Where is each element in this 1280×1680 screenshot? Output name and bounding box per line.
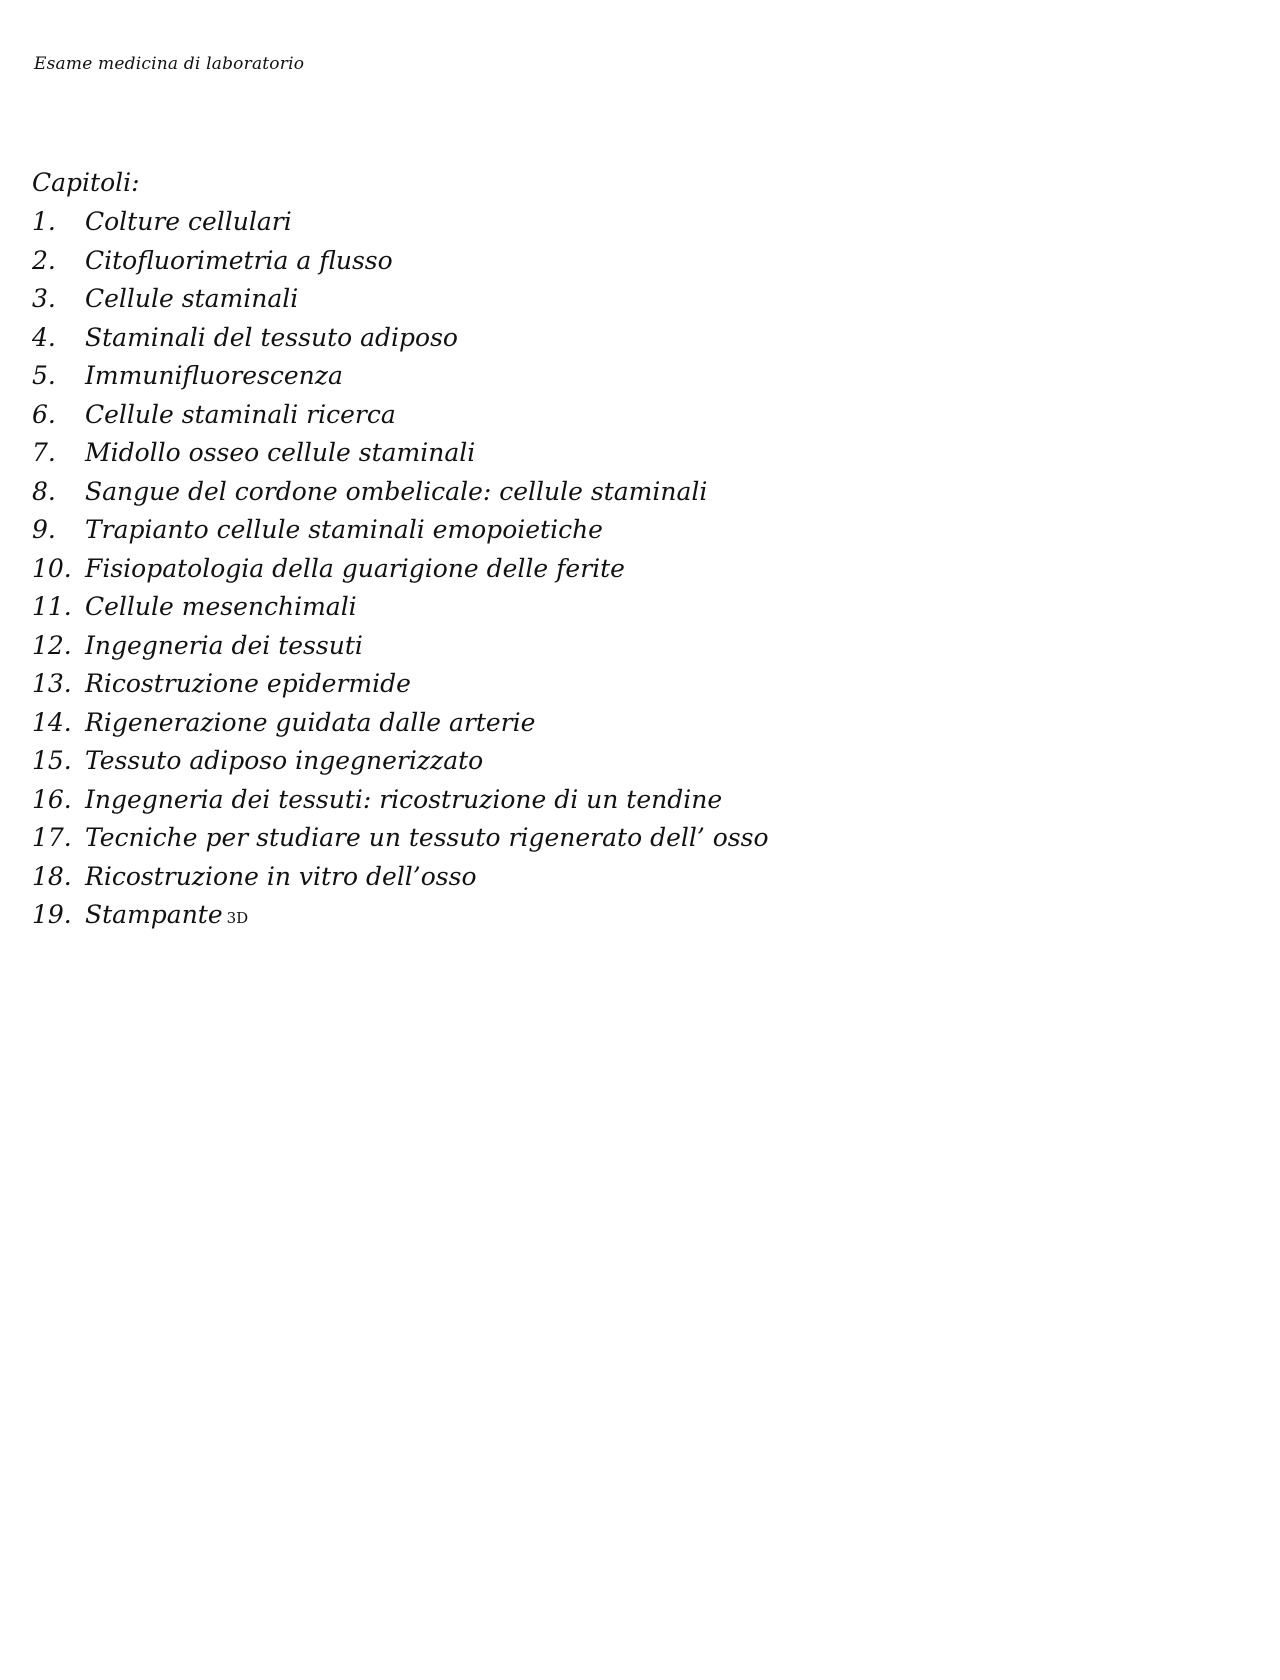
list-item (32, 203, 932, 242)
item-label: Staminali del tessuto adiposo (85, 322, 458, 352)
item-label: Ingegneria dei tessuti (85, 630, 363, 660)
item-label: Cellule staminali (85, 284, 299, 313)
item-label: Immunifluorescenza (85, 361, 343, 390)
list-item (32, 704, 932, 743)
item-label: Rigenerazione guidata dalle arterie (85, 707, 536, 737)
list-item (32, 742, 932, 781)
item-label: Tessuto adiposo ingegnerizzato (85, 746, 484, 775)
list-item (32, 550, 932, 589)
list-item (32, 396, 932, 435)
item-number: 7. (32, 438, 56, 467)
item-number: 12. (32, 630, 72, 660)
list-item (32, 627, 932, 666)
item-label: Tecniche per studiare un tessuto rigenerato dell’ osso (85, 823, 769, 852)
item-label: Cellule mesenchimali (85, 592, 357, 621)
item-label: Citofluorimetria a flusso (85, 245, 393, 275)
item-number: 19. (32, 900, 72, 929)
item-number: 15. (32, 746, 72, 775)
list-item (32, 511, 932, 550)
item-number: 8. (32, 476, 56, 506)
item-number: 4. (32, 322, 56, 352)
item-label: Ricostruzione epidermide (85, 669, 411, 698)
item-suffix: 3D (226, 909, 249, 927)
chapters-title: Capitoli: (32, 168, 140, 197)
item-label: Ingegneria dei tessuti: ricostruzione di un tendine (85, 784, 723, 814)
list-item (32, 319, 932, 358)
list-item (32, 819, 932, 858)
item-number: 16. (32, 784, 72, 814)
item-number: 2. (32, 245, 56, 275)
list-item (32, 781, 932, 820)
list-item (32, 588, 932, 627)
item-number: 14. (32, 707, 72, 737)
list-item (32, 896, 932, 935)
item-number: 17. (32, 823, 72, 852)
list-item (32, 434, 932, 473)
item-label: Ricostruzione in vitro dell’osso (85, 861, 477, 891)
item-number: 11. (32, 592, 72, 621)
item-number: 3. (32, 284, 56, 313)
list-item (32, 357, 932, 396)
list-item (32, 242, 932, 281)
item-number: 6. (32, 399, 56, 429)
item-label: Sangue del cordone ombelicale: cellule staminali (85, 476, 708, 506)
item-number: 13. (32, 669, 72, 698)
list-item (32, 473, 932, 512)
item-label: Stampante (85, 900, 223, 929)
list-item (32, 858, 932, 897)
page-header: Esame medicina di laboratorio (34, 54, 305, 74)
item-label: Trapianto cellule staminali emopoietiche (85, 515, 603, 544)
item-label: Colture cellulari (85, 207, 292, 236)
item-number: 5. (32, 361, 56, 390)
list-item (32, 665, 932, 704)
list-item (32, 280, 932, 319)
item-label: Fisiopatologia della guarigione delle ferite (85, 553, 625, 583)
item-number: 1. (32, 207, 56, 236)
chapter-list (32, 203, 932, 935)
item-label: Midollo osseo cellule staminali (85, 438, 476, 467)
item-number: 10. (32, 553, 72, 583)
item-number: 9. (32, 515, 56, 544)
chapters-section (32, 163, 932, 935)
item-label: Cellule staminali ricerca (85, 399, 396, 429)
item-number: 18. (32, 861, 72, 891)
